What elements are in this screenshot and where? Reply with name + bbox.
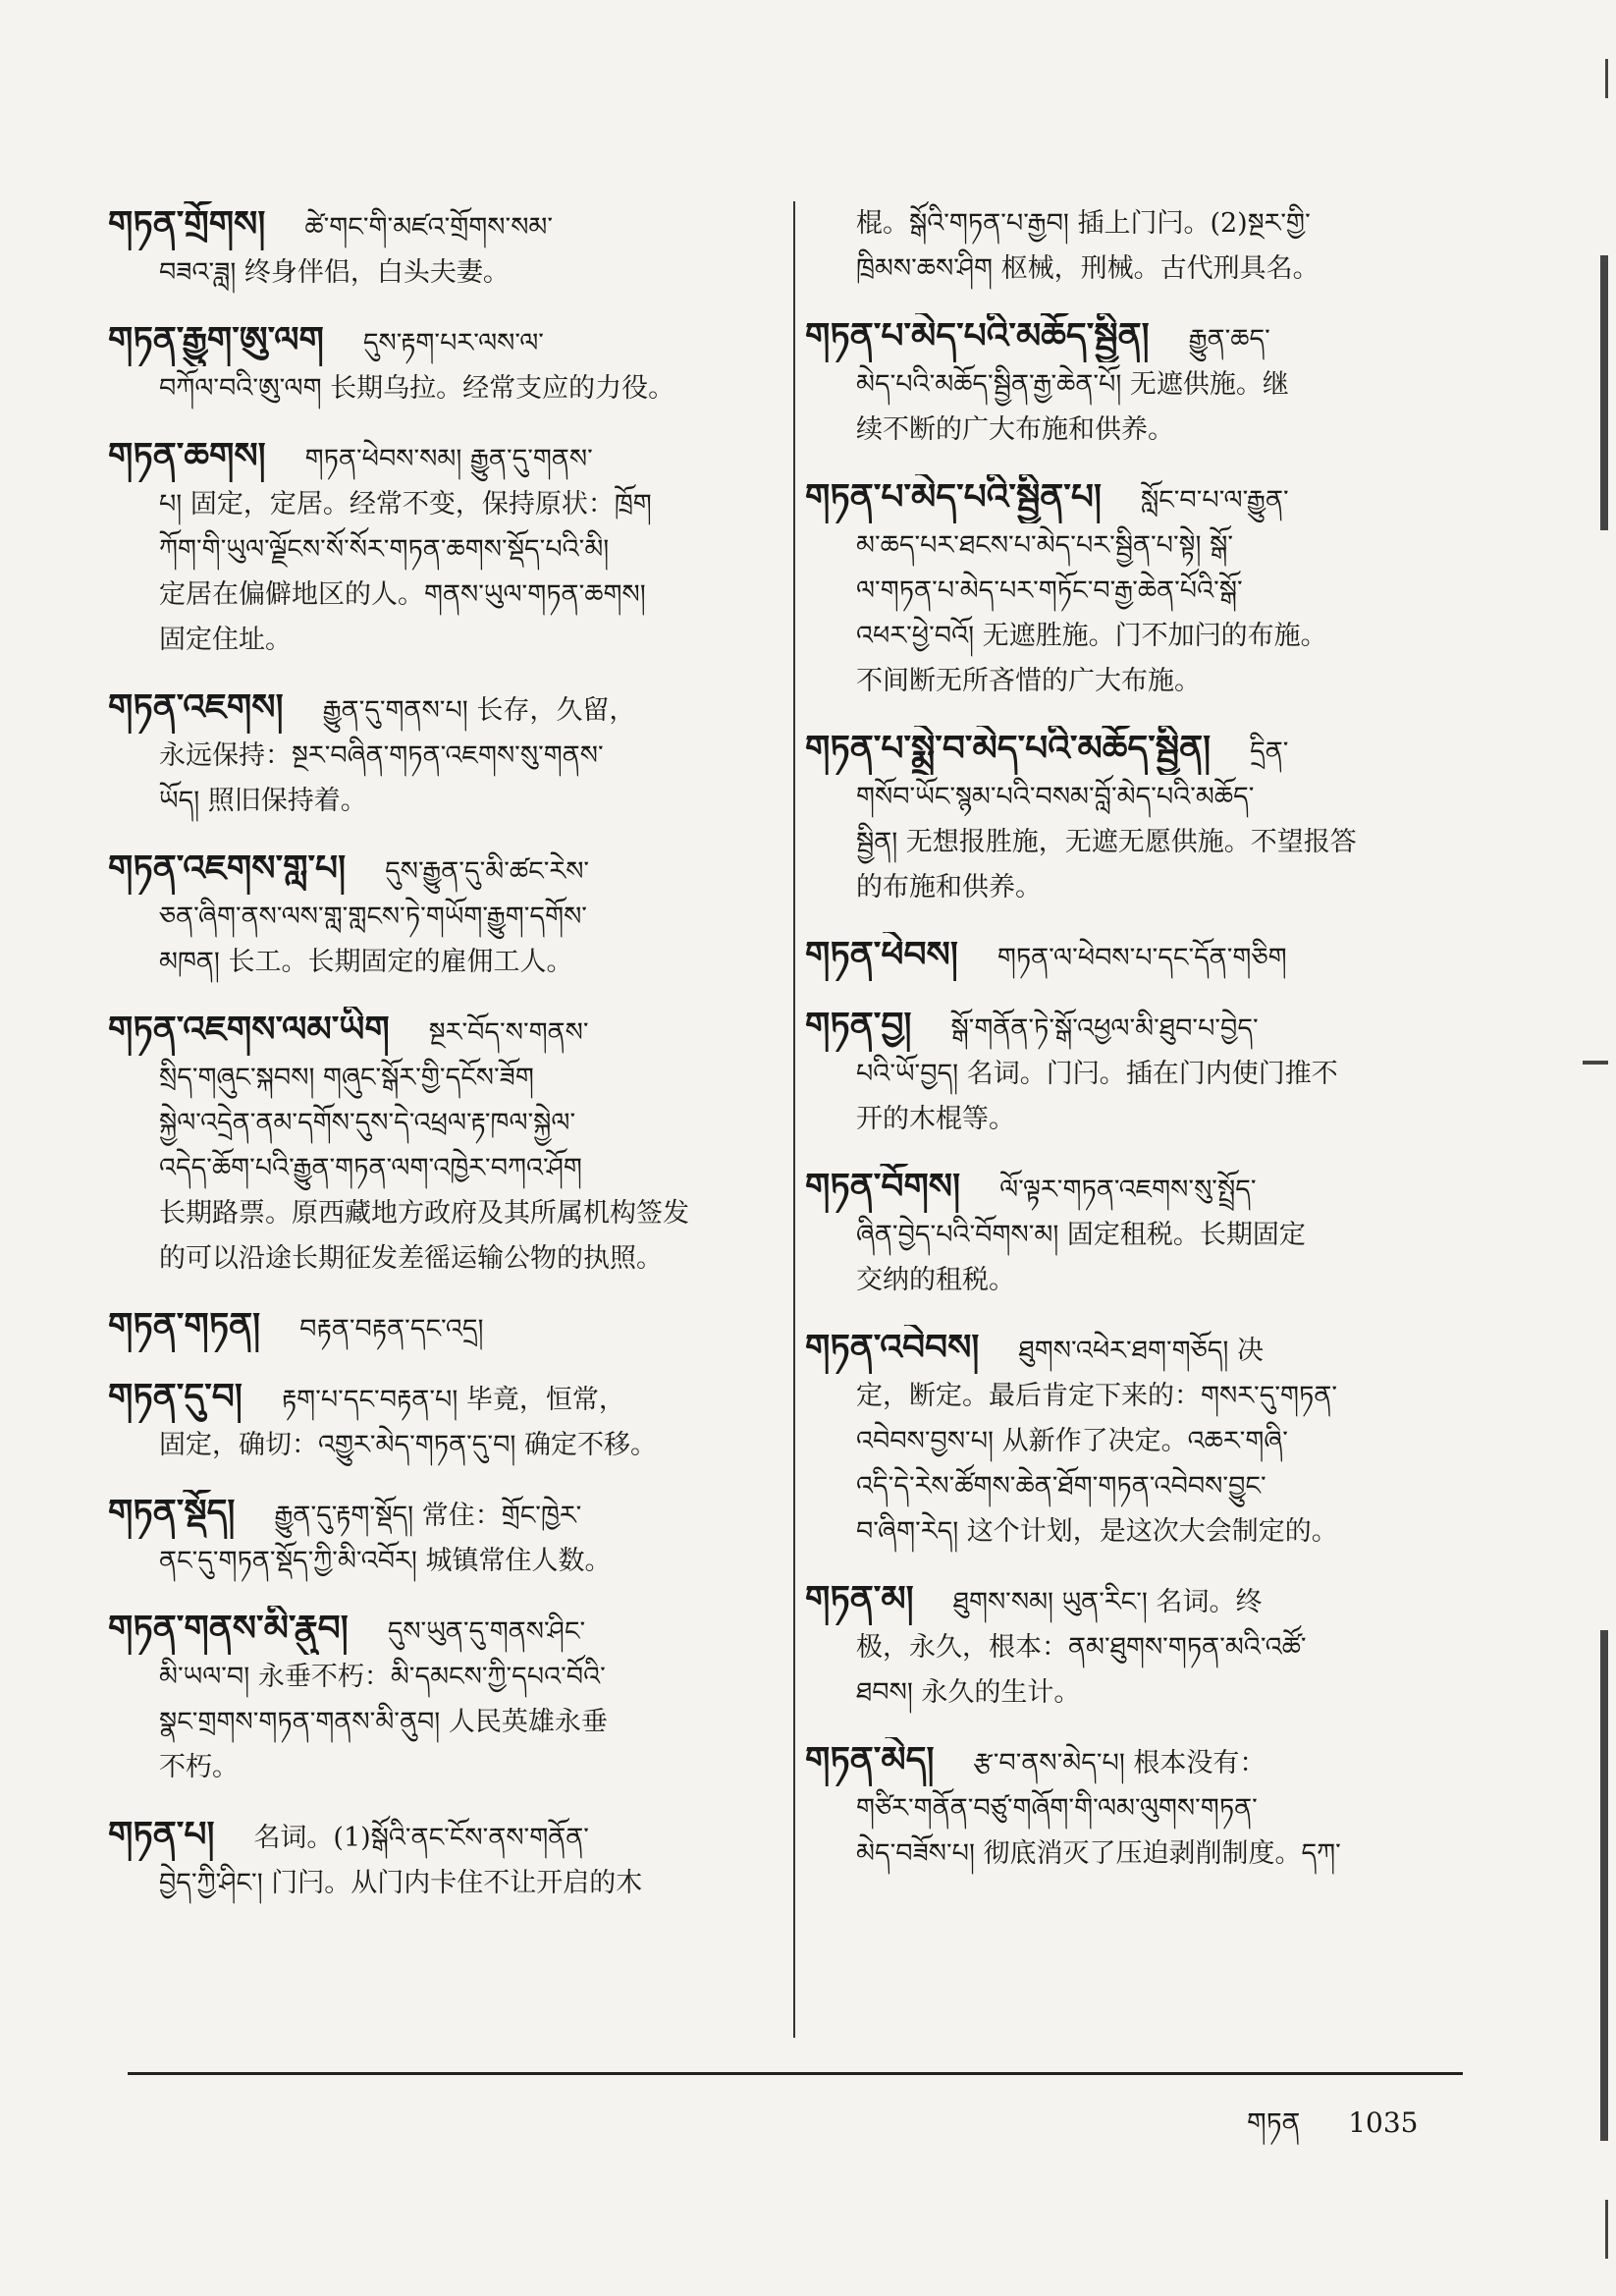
entry-line	[108, 527, 785, 573]
dictionary-entry	[108, 317, 785, 411]
entry-line	[805, 1213, 1453, 1258]
entry-line	[805, 1737, 1453, 1786]
entry-headword: གཏན་འབེབས།	[805, 1327, 980, 1368]
entry-text: ཀོག་གི་ཡུལ་ལྗོངས་སོ་སོར་གཏན་ཆགས་སྡོད་པའི་མི།	[159, 534, 610, 565]
entry-text: ཐུགས་སམ། ཡུན་རིང་། 名词。终	[952, 1587, 1263, 1617]
entry-line	[805, 1374, 1453, 1419]
entry-text: 名词。(1)སྒོའི་ནང་ངོས་ནས་གནོན་	[253, 1823, 589, 1853]
entry-text: དུས་རྟག་པར་ལས་ལ་	[362, 328, 544, 358]
entry-headword: གཏན་འཇགས།	[108, 686, 284, 728]
entry-line	[108, 250, 785, 296]
entry-text: བཀོལ་བའི་ཨུ་ལག 长期乌拉。经常支应的力役。	[159, 373, 675, 404]
dictionary-entry	[805, 1164, 1453, 1303]
entry-line	[108, 1056, 785, 1101]
entry-text: 开的木棍等。	[856, 1104, 1015, 1134]
entry-headword: གཏན་ཕེབས།	[805, 934, 958, 975]
entry-text: སྦྱིན། 无想报胜施，无遮无愿供施。不望报答	[856, 827, 1357, 857]
entry-line	[108, 1745, 785, 1790]
entry-headword: གཏན་གཏན།	[108, 1305, 261, 1346]
dictionary-entry	[108, 433, 785, 663]
entry-line	[805, 1097, 1453, 1142]
entry-text: 续不断的广大布施和供养。	[856, 414, 1174, 445]
entry-line	[108, 1812, 785, 1861]
entry-text: 极，永久，根本：ནམ་ཐུགས་གཏན་མའི་འཚོ་	[856, 1632, 1307, 1663]
entry-text: ལོ་ལྟར་གཏན་འཇགས་སུ་སྤྲོད་	[999, 1175, 1257, 1205]
entry-line	[108, 1236, 785, 1282]
entry-line	[108, 201, 785, 250]
entry-line	[108, 1423, 785, 1468]
entry-headword: གཏན་སྡོད།	[108, 1492, 236, 1533]
entry-text: ཁྲིམས་ཆས་ཤིག 枢械，刑械。古代刑具名。	[856, 253, 1320, 284]
entry-text: སྒོ་གནོན་ཏེ་སྒོ་འཕྱལ་མི་ཐུབ་པ་བྱེད་	[950, 1013, 1259, 1044]
dictionary-entry	[805, 1737, 1453, 1877]
entry-text: མེད་པའི་མཆོད་སྦྱིན་རྒྱ་ཆེན་པོ། 无遮供施。继	[856, 369, 1289, 400]
dictionary-entry	[805, 313, 1453, 453]
entry-text: ལ་གཏན་པ་མེད་པར་གཏོང་བ་རྒྱ་ཆེན་པོའི་སྒོ་	[856, 575, 1243, 606]
dictionary-entry	[108, 1007, 785, 1282]
entry-line	[805, 1164, 1453, 1213]
entry-text: དུས་ཡུན་དུ་གནས་ཤིང་	[387, 1616, 586, 1647]
entry-headword: གཏན་དུ་བ།	[108, 1376, 242, 1417]
entry-text: གཏན་ཕེབས་སམ། རྒྱུན་དུ་གནས་	[304, 444, 593, 474]
entry-headword: གཏན་པ་མེད་པའི་སྦྱིན་པ།	[805, 476, 1102, 518]
entry-text: སྲིད་གཞུང་སྐབས། གཞུང་སྒོར་གྱི་དངོས་ཟོག	[159, 1063, 534, 1093]
entry-line	[108, 1101, 785, 1146]
entry-text: འདི་དེ་རེས་ཚོགས་ཆེན་ཐོག་གཏན་འབེབས་བྱུང་	[856, 1471, 1266, 1502]
entry-line	[108, 1861, 785, 1906]
entry-line	[108, 1303, 785, 1352]
entry-line	[805, 1786, 1453, 1831]
entry-text: 的布施和供养。	[856, 872, 1042, 902]
entry-text: རྒྱུན་ཆད་	[1188, 324, 1270, 355]
entry-line	[805, 614, 1453, 659]
dictionary-entry	[805, 201, 1453, 292]
entry-headword: གཏན་མེད།	[805, 1739, 935, 1780]
page-footer	[1247, 2092, 1457, 2169]
entry-line	[805, 1464, 1453, 1509]
entry-line	[108, 940, 785, 985]
entry-text: 的可以沿途长期征发差徭运输公物的执照。	[159, 1243, 663, 1274]
entry-line	[108, 1539, 785, 1584]
entry-text: ཅན་ཞིག་ནས་ལས་གླ་གླངས་ཏེ་གཡོག་རྒྱུག་དགོས་	[159, 902, 587, 932]
entry-line	[108, 366, 785, 411]
running-head: གཏན	[1247, 2106, 1301, 2139]
entry-line	[108, 1606, 785, 1655]
entry-text: དྲིན་	[1250, 737, 1289, 767]
entry-text: རྟག་པ་དང་བརྟན་པ། 毕竟，恒常，	[281, 1385, 625, 1415]
entry-headword: གཏན་མ།	[805, 1578, 914, 1619]
entry-line	[805, 201, 1453, 246]
dictionary-entry	[805, 1576, 1453, 1716]
entry-headword: གཏན་འཇགས་གླ་པ།	[108, 847, 347, 889]
entry-line	[108, 482, 785, 527]
right-column	[805, 201, 1453, 1898]
entry-line	[805, 362, 1453, 408]
entry-text: 长期路票。原西藏地方政府及其所属机构签发	[159, 1198, 689, 1229]
entry-line	[805, 1258, 1453, 1303]
dictionary-entry	[805, 1325, 1453, 1555]
entry-text: 不朽。	[159, 1752, 239, 1782]
entry-line	[805, 932, 1453, 981]
entry-line	[108, 1490, 785, 1539]
scan-edge-marks	[1579, 59, 1608, 2219]
entry-headword: གཏན་གྲོགས།	[108, 203, 266, 245]
entry-text: ཚེ་གང་གི་མཛའ་གྲོགས་སམ་	[304, 212, 554, 243]
entry-text: མཁན། 长工。长期固定的雇佣工人。	[159, 947, 573, 977]
entry-text: ཡོད། 照旧保持着。	[159, 786, 367, 816]
entry-text: ཐུགས་འཕེར་ཐག་གཅོད། 决	[1018, 1336, 1265, 1366]
entry-line	[805, 1003, 1453, 1052]
dictionary-entry	[805, 1003, 1453, 1142]
entry-text: བཟའ་ཟླ། 终身伴侣，白头夫妻。	[159, 257, 510, 288]
entry-text: བ་ཞིག་རེད། 这个计划，是这次大会制定的。	[856, 1516, 1338, 1547]
entry-text: གཙིར་གནོན་བཙུ་གཞོག་གི་ལམ་ལུགས་གཏན་	[856, 1793, 1258, 1824]
entry-line	[108, 779, 785, 824]
entry-text: ཐབས། 永久的生计。	[856, 1677, 1081, 1708]
entry-text: སྣང་གྲགས་གཏན་གནས་མི་ནུབ། 人民英雄永垂	[159, 1707, 608, 1737]
entry-headword: གཏན་པ་སྨྲེ་བ་མེད་པའི་མཆོད་སྦྱིན།	[805, 728, 1212, 769]
entry-line	[805, 775, 1453, 820]
entry-line	[805, 246, 1453, 292]
entry-text: བརྟན་བརྟན་དང་འདྲ།	[299, 1314, 484, 1344]
entry-text: ནང་དུ་གཏན་སྡོད་ཀྱི་མི་འབོར། 城镇常住人数。	[159, 1546, 612, 1576]
entry-line	[108, 317, 785, 366]
left-column	[108, 201, 785, 1928]
entry-line	[805, 1419, 1453, 1464]
dictionary-entry	[108, 1490, 785, 1584]
entry-headword: གཏན་པ།	[108, 1814, 215, 1855]
entry-headword: གཏན་གནས་མི་རྣུབ།	[108, 1608, 349, 1649]
dictionary-entry	[108, 684, 785, 824]
entry-line	[108, 1191, 785, 1236]
entry-text: བྱེད་ཀྱི་ཤིང་། 门闩。从门内卡住不让开启的木	[159, 1868, 643, 1898]
entry-line	[108, 1146, 785, 1191]
dictionary-entry	[108, 1374, 785, 1468]
footer-rule	[128, 2072, 1463, 2075]
entry-text: འཕར་ཕྱེ་བའོ། 无遮胜施。门不加闩的布施。	[856, 621, 1327, 651]
entry-line	[108, 1655, 785, 1700]
entry-text: 固定住址。	[159, 625, 292, 655]
entry-line	[108, 895, 785, 940]
entry-headword: གཏན་བྱ།	[805, 1005, 912, 1046]
entry-text: 固定，确切：འགྱུར་མེད་གཏན་དུ་བ། 确定不移。	[159, 1430, 657, 1460]
entry-line	[805, 1670, 1453, 1716]
dictionary-entry	[108, 846, 785, 985]
page-number: 1035	[1348, 2106, 1419, 2139]
entry-text: དུས་རྒྱུན་དུ་མི་ཚང་རེས་	[385, 856, 590, 887]
dictionary-entry	[108, 1812, 785, 1906]
dictionary-entry	[108, 201, 785, 296]
entry-text: གཏན་ལ་ཕེབས་པ་དང་དོན་གཅིག	[997, 943, 1287, 973]
entry-line	[805, 726, 1453, 775]
entry-text: རྒྱུན་དུ་གནས་པ། 长存，久留，	[322, 695, 636, 726]
column-divider	[793, 201, 795, 2038]
entry-headword: གཏན་ཆགས།	[108, 435, 266, 476]
entry-line	[108, 573, 785, 618]
entry-text: པའི་ཡོ་བྱད། 名词。门闩。插在门内使门推不	[856, 1059, 1338, 1089]
entry-text: མི་ཡལ་བ། 永垂不朽：མི་དམངས་ཀྱི་དཔའ་བོའི་	[159, 1662, 606, 1692]
entry-text: 不间断无所吝惜的广大布施。	[856, 666, 1201, 696]
entry-line	[805, 1325, 1453, 1374]
entry-line	[108, 734, 785, 779]
dictionary-entry	[108, 1606, 785, 1790]
entry-text: སྐྱེལ་འདྲེན་ནམ་དགོས་དུས་དེ་འཕྲལ་རྟ་ཁལ་སྐྱེལ་	[159, 1108, 576, 1138]
entry-text: 定，断定。最后肯定下来的：གསར་དུ་གཏན་	[856, 1381, 1338, 1411]
entry-headword: གཏན་པ་མེད་པའི་མཆོད་སྦྱིན།	[805, 315, 1150, 356]
entry-text: 棍。སྒོའི་གཏན་པ་རྒྱབ། 插上门闩。(2)སྔར་གྱི་	[856, 208, 1311, 239]
entry-text: འདེད་ཆོག་པའི་རྒྱུན་གཏན་ལག་འཁྱེར་བཀའ་ཤོག	[159, 1153, 582, 1183]
entry-text: འབེབས་བྱས་པ། 从新作了决定。འཆར་གཞི་	[856, 1426, 1288, 1456]
entry-line	[108, 618, 785, 663]
dictionary-entry	[805, 474, 1453, 704]
entry-text: མ་ཆད་པར་ཐངས་པ་མེད་པར་སྦྱིན་པ་སྟེ། སྒོ་	[856, 530, 1233, 561]
entry-line	[805, 1576, 1453, 1625]
entry-line	[805, 1052, 1453, 1097]
entry-text: སློང་བ་པ་ལ་རྒྱུན་	[1140, 485, 1289, 516]
entry-line	[108, 1007, 785, 1056]
entry-line	[805, 523, 1453, 569]
dictionary-entry	[805, 726, 1453, 910]
entry-line	[805, 1831, 1453, 1877]
entry-line	[805, 1625, 1453, 1670]
entry-text: མེད་བཟོས་པ། 彻底消灭了压迫剥削制度。དཀ་	[856, 1838, 1341, 1869]
entry-text: རྒྱུན་དུ་རྟག་སྡོད། 常住：གྲོང་ཁྱེར་	[274, 1501, 582, 1531]
entry-text: 交纳的租税。	[856, 1265, 1015, 1295]
entry-headword: གཏན་བོགས།	[805, 1166, 961, 1207]
entry-line	[108, 846, 785, 895]
entry-text: གསོབ་ཡོང་སྙམ་པའི་བསམ་བློ་མེད་པའི་མཆོད་	[856, 782, 1255, 812]
entry-text: 永远保持：སྔར་བཞིན་གཏན་འཇགས་སུ་གནས་	[159, 740, 604, 771]
dictionary-entry	[108, 1303, 785, 1352]
entry-line	[805, 408, 1453, 453]
entry-line	[805, 474, 1453, 523]
entry-text: པ། 固定，定居。经常不变，保持原状：ཁྲོག	[159, 489, 652, 519]
entry-line	[108, 1374, 785, 1423]
entry-line	[805, 865, 1453, 910]
entry-text: 定居在偏僻地区的人。གནས་ཡུལ་གཏན་ཆགས།	[159, 579, 646, 610]
entry-line	[108, 684, 785, 734]
entry-line	[805, 659, 1453, 704]
dictionary-entry	[805, 932, 1453, 981]
entry-text: ཞིན་བྱེད་པའི་བོགས་མ། 固定租税。长期固定	[856, 1220, 1306, 1250]
entry-headword: གཏན་རྒྱུག་ཨུ་ལག	[108, 319, 324, 360]
entry-line	[805, 313, 1453, 362]
entry-line	[805, 1509, 1453, 1555]
entry-line	[805, 820, 1453, 865]
entry-line	[108, 1700, 785, 1745]
entry-text: རྩ་བ་ནས་མེད་པ། 根本没有：	[973, 1748, 1266, 1778]
entry-line	[108, 433, 785, 482]
entry-line	[805, 569, 1453, 614]
entry-text: སྔར་བོད་ས་གནས་	[428, 1017, 589, 1048]
entry-headword: གཏན་འཇགས་ལམ་ཡིག	[108, 1009, 390, 1050]
